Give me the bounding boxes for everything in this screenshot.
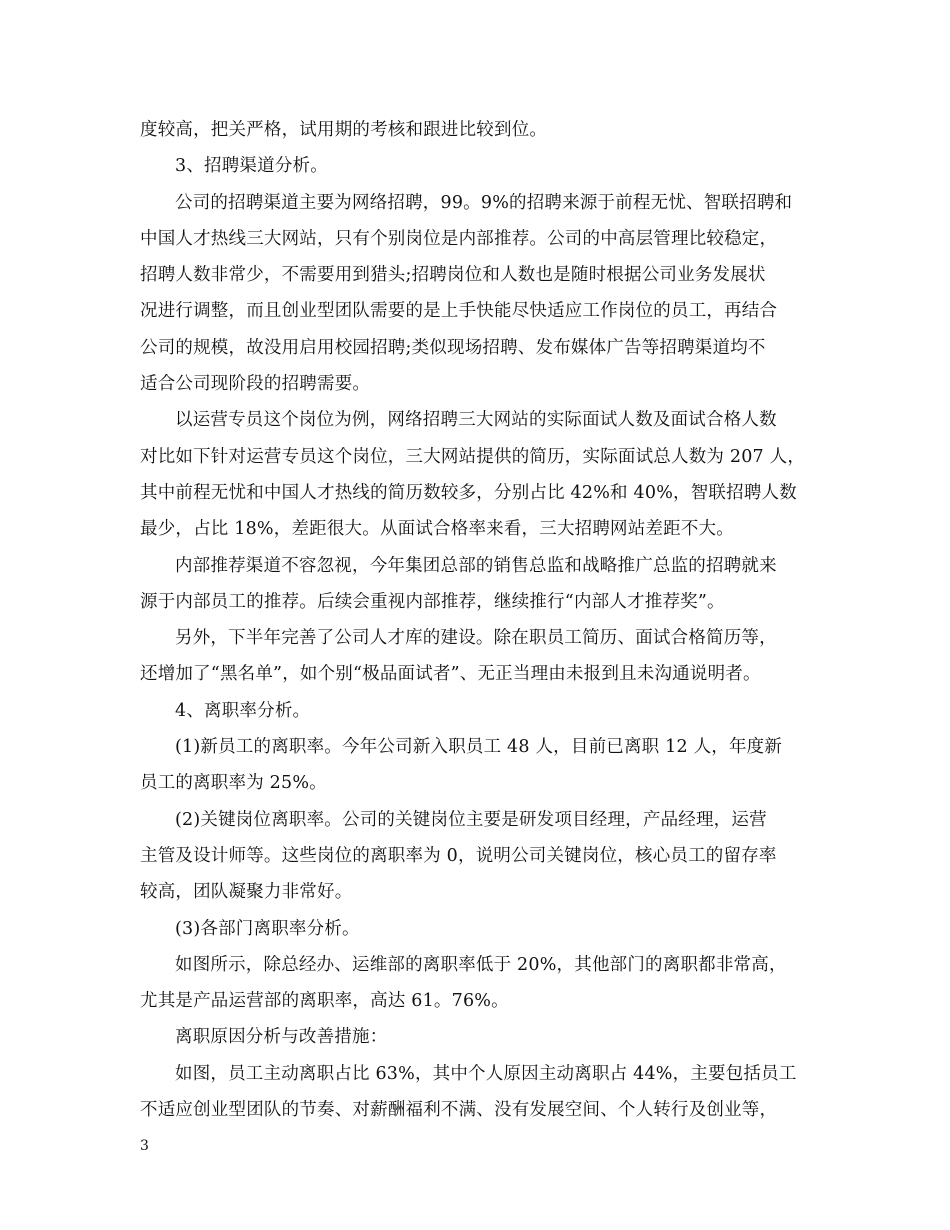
text-line: 况进行调整，而且创业型团队需要的是上手快能尽快适应工作岗位的员工，再结合 xyxy=(140,301,778,322)
text-line: 3、招聘渠道分析。 xyxy=(175,156,328,177)
text-line: 不适应创业型团队的节奏、对薪酬福利不满、没有发展空间、个人转行及创业等， xyxy=(140,1100,778,1121)
text-line: 其中前程无忧和中国人才热线的简历数较多，分别占比 42%和 40%，智联招聘人数 xyxy=(140,482,797,503)
document-body xyxy=(140,112,820,1128)
text-line: (2)关键岗位离职率。公司的关键岗位主要是研发项目经理，产品经理，运营 xyxy=(175,809,767,830)
text-line: 公司的规模，故没用启用校园招聘;类似现场招聘、发布媒体广告等招聘渠道均不 xyxy=(140,337,766,358)
page-number: 3 xyxy=(140,1138,149,1154)
text-line: 4、离职率分析。 xyxy=(175,700,311,721)
text-line: 员工的离职率为 25%。 xyxy=(140,773,327,794)
text-line: 公司的招聘渠道主要为网络招聘，99。9%的招聘来源于前程无忧、智联招聘和 xyxy=(175,192,793,213)
text-line: 最少，占比 18%，差距很大。从面试合格率来看，三大招聘网站差距不大。 xyxy=(140,519,734,540)
text-line: 适合公司现阶段的招聘需要。 xyxy=(140,374,371,395)
text-line: 如图，员工主动离职占比 63%，其中个人原因主动离职占 44%，主要包括员工 xyxy=(175,1063,797,1084)
text-line: 中国人才热线三大网站，只有个别岗位是内部推荐。公司的中高层管理比较稳定， xyxy=(140,228,778,249)
text-line: 主管及设计师等。这些岗位的离职率为 0，说明公司关键岗位，核心员工的留存率 xyxy=(140,845,777,866)
text-line: (3)各部门离职率分析。 xyxy=(175,918,360,939)
text-line: 源于内部员工的推荐。后续会重视内部推荐，继续推行“内部人才推荐奖”。 xyxy=(140,591,725,612)
text-line: 尤其是产品运营部的离职率，高达 61。76%。 xyxy=(140,991,509,1012)
text-line: 较高，团队凝聚力非常好。 xyxy=(140,882,353,903)
text-line: 离职原因分析与改善措施： xyxy=(175,1027,388,1048)
text-line: 还增加了“黑名单”，如个别“极品面试者”、无正当理由未报到且未沟通说明者。 xyxy=(140,664,761,685)
text-line: 以运营专员这个岗位为例，网络招聘三大网站的实际面试人数及面试合格人数 xyxy=(175,410,777,431)
text-line: 内部推荐渠道不容忽视，今年集团总部的销售总监和战略推广总监的招聘就来 xyxy=(175,555,777,576)
text-line: 度较高，把关严格，试用期的考核和跟进比较到位。 xyxy=(140,120,548,140)
text-line: 另外，下半年完善了公司人才库的建设。除在职员工简历、面试合格简历等， xyxy=(175,628,777,649)
text-line: 对比如下针对运营专员这个岗位，三大网站提供的简历，实际面试总人数为 207 人， xyxy=(140,446,806,467)
text-line: 如图所示，除总经办、运维部的离职率低于 20%，其他部门的离职都非常高， xyxy=(175,954,787,975)
text-line: 招聘人数非常少，不需要用到猎头;招聘岗位和人数也是随时根据公司业务发展状 xyxy=(140,265,766,286)
text-line: (1)新员工的离职率。今年公司新入职员工 48 人，目前已离职 12 人，年度新 xyxy=(175,737,783,758)
